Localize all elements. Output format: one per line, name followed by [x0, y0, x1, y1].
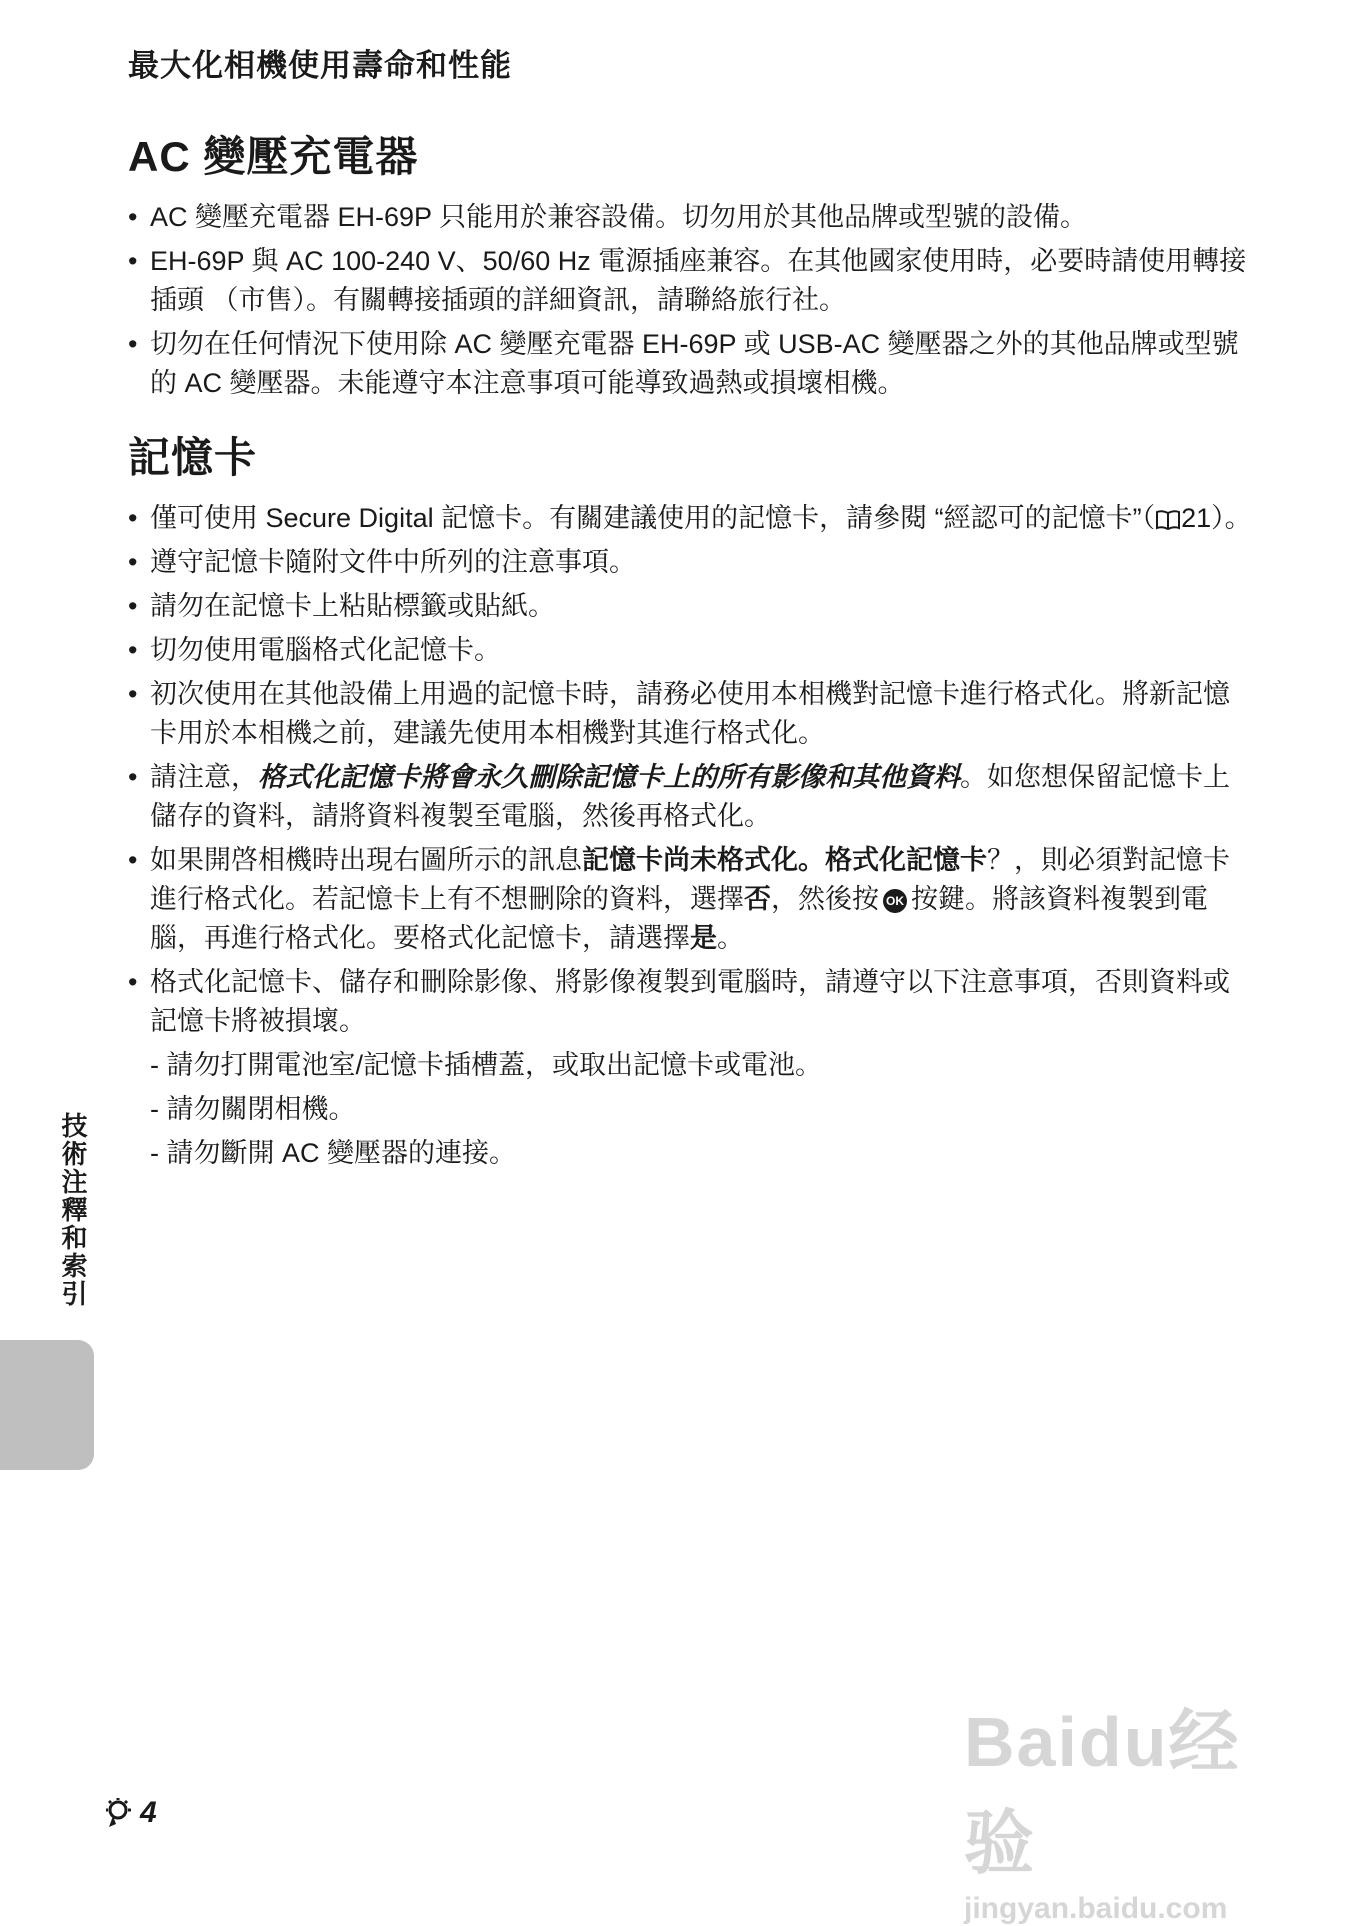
main-content	[128, 124, 1256, 1195]
list-item: • AC 變壓充電器 EH-69P 只能用於兼容設備。切勿用於其他品牌或型號的設備。	[128, 198, 1256, 237]
sub-list-item: - 請勿斷開 AC 變壓器的連接。	[150, 1138, 517, 1168]
ac-adapter-list	[128, 198, 1256, 403]
list-item: • EH-69P 與 AC 100-240 V、50/60 Hz 電源插座兼容。在其他國家使用時，必要時請使用轉接插頭 （市售）。有關轉接插頭的詳細資訊，請聯絡旅行社。	[128, 242, 1256, 320]
format-message-label: 記憶卡尚未格式化。格式化記憶卡	[582, 845, 987, 875]
page-header: 最大化相機使用壽命和性能	[128, 48, 512, 83]
sub-list-item: - 請勿關閉相機。	[150, 1094, 356, 1124]
list-item-text: 格式化記憶卡、儲存和刪除影像、將影像複製到電腦時，請遵守以下注意事項，否則資料或記憶卡將被損壞。	[150, 967, 1230, 1036]
list-item: • 切勿使用電腦格式化記憶卡。	[128, 631, 1256, 670]
watermark-logo: Baidu经验	[964, 1703, 1241, 1882]
page-number-text: 4	[140, 1796, 157, 1829]
list-item-text: ，然後按	[771, 884, 879, 914]
no-option-label: 否	[744, 884, 771, 914]
watermark	[964, 1686, 1304, 1925]
sidebar-tab	[0, 1340, 94, 1470]
section-ac-adapter	[128, 124, 1256, 403]
section-memory-card	[128, 425, 1256, 1173]
page-number	[104, 1796, 157, 1830]
watermark-url: jingyan.baidu.com	[964, 1892, 1228, 1925]
ok-button-icon: OK	[883, 889, 907, 913]
list-item-text: 僅可使用 Secure Digital 記憶卡。有關建議使用的記憶卡，請參閱 “經認可的記憶卡”（	[150, 503, 1156, 533]
list-item-text: 按鍵。將該資料複製到電腦，再進行格式化。要格式化記憶卡，請選擇	[150, 884, 1208, 953]
list-item	[128, 963, 1256, 1041]
list-item: • 遵守記憶卡隨附文件中所列的注意事項。	[128, 543, 1256, 582]
sidebar-section-label: 技術注釋和索引	[58, 1112, 88, 1308]
list-item	[128, 499, 1256, 538]
list-item	[128, 841, 1256, 958]
list-item-text: 。	[717, 923, 744, 953]
list-item: • 初次使用在其他設備上用過的記憶卡時，請務必使用本相機對記憶卡進行格式化。將新記憶卡用於本相機之前，建議先使用本相機對其進行格式化。	[128, 675, 1256, 753]
yes-option-label: 是	[690, 923, 717, 953]
list-item-text: 請注意，	[150, 762, 258, 792]
list-item-text: 如果開啓相機時出現右圖所示的訊息	[150, 845, 582, 875]
section-title-ac-adapter: AC 變壓充電器	[128, 133, 419, 180]
section-title-memory-card: 記憶卡	[128, 434, 258, 481]
list-item-text: 。如您想保留記憶卡上儲存的資料，請將資料複製至電腦，然後再格式化。	[150, 762, 1230, 831]
list-item: • 切勿在任何情況下使用除 AC 變壓充電器 EH-69P 或 USB-AC 變壓器之外的其他品牌或型號的 AC 變壓器。未能遵守本注意事項可能導致過熱或損壞相機。	[128, 325, 1256, 403]
memory-card-list	[128, 499, 1256, 1041]
list-item: • 請勿在記憶卡上粘貼標籤或貼紙。	[128, 587, 1256, 626]
format-warning-emphasis: 格式化記憶卡將會永久刪除記憶卡上的所有影像和其他資料	[258, 762, 960, 792]
sub-list-item: - 請勿打開電池室/記憶卡插槽蓋，或取出記憶卡或電池。	[150, 1050, 822, 1080]
memory-card-sublist	[128, 1046, 1256, 1173]
page-reference[interactable]: 21）。	[1181, 503, 1252, 533]
list-item	[128, 758, 1256, 836]
book-reference-icon	[1155, 509, 1181, 531]
list-item-text: ？，則必須對記憶卡進行格式化。若記憶卡上有不想刪除的資料，選擇	[150, 845, 1230, 914]
tech-notes-icon	[104, 1796, 136, 1830]
